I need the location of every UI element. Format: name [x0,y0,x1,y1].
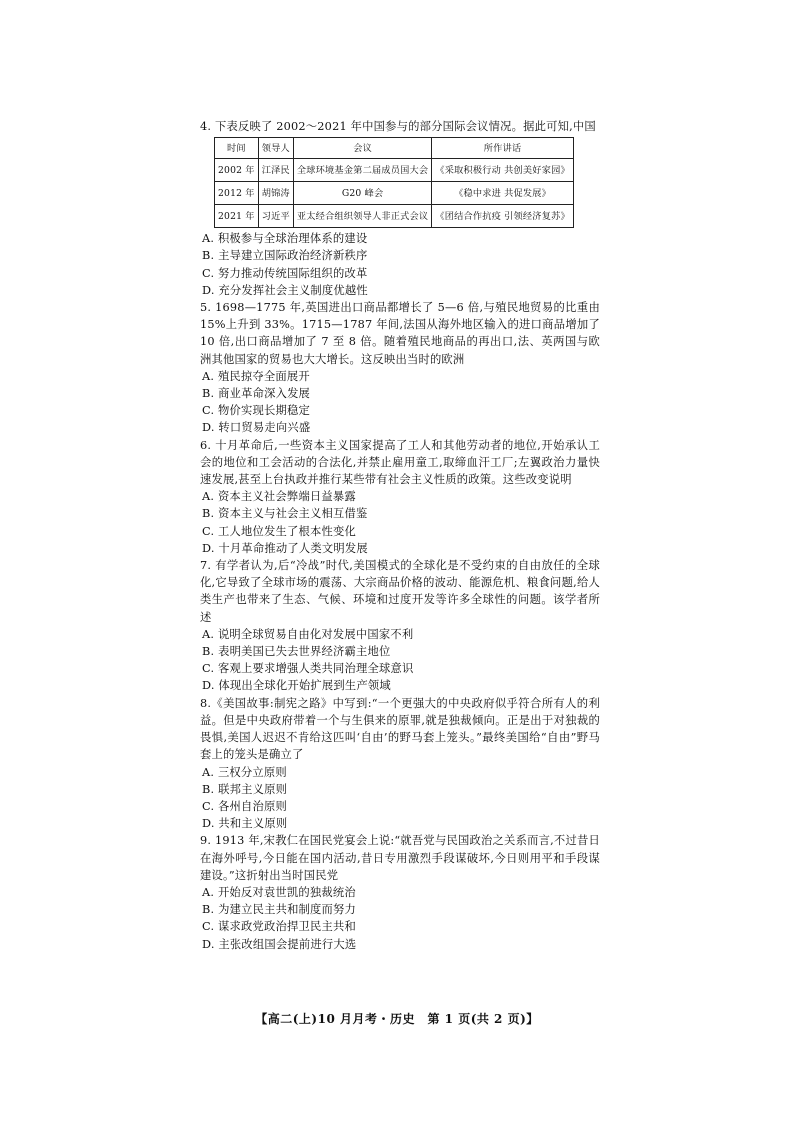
question-9 [200,832,600,952]
question-stem: 8.《美国故事:制宪之路》中写到:“一个更强大的中央政府似乎符合所有人的利益。但是中央政府带着一个与生俱来的原罪,就是独裁倾向。正是出于对独裁的畏惧,美国人迟迟不肯给这匹叫‘自由’的野马套上笼头。”最终美国给“自由”野马套上的笼头是确立了 [200,696,600,762]
option-d: D. 充分发挥社会主义制度优越性 [202,283,368,297]
table-cell: 胡锦涛 [258,182,293,205]
table-cell: G20 峰会 [293,182,431,205]
question-8 [200,695,600,833]
option-b: B. 表明美国已失去世界经济霸主地位 [202,645,391,659]
question-stem: 9. 1913 年,宋教仁在国民党宴会上说:“就吾党与民国政治之关系而言,不过昔日在海外呼号,今日能在国内活动,昔日专用激烈手段谋破坏,今日则用平和手段谋建设。”这折射出当时国民党 [200,834,600,882]
table-header: 会议 [293,138,431,159]
option-a: A. 积极参与全球治理体系的建设 [202,232,368,246]
table-header-row [215,138,574,159]
option-c: C. 客观上要求增强人类共同治理全球意识 [202,662,414,676]
option-c: C. 谋求政党政治捍卫民主共和 [202,920,356,934]
table-cell: 江泽民 [258,159,293,182]
option-a: A. 殖民掠夺全面展开 [202,369,310,383]
question-stem: 7. 有学者认为,后“冷战”时代,美国模式的全球化是不受约束的自由放任的全球化,它导致了全球市场的震荡、大宗商品价格的波动、能源危机、粮食问题,给人类生产也带来了生态、气候、环境和过度开发等许多全球性的问题。该学者所述 [200,559,600,624]
table-row [215,159,574,182]
table-cell: 习近平 [258,205,293,228]
table-cell: 《团结合作抗疫 引领经济复苏》 [432,205,574,228]
table-header: 时间 [215,138,259,159]
table-cell: 全球环境基金第二届成员国大会 [293,159,431,182]
table-row [215,182,574,205]
option-a: A. 说明全球贸易自由化对发展中国家不利 [202,627,414,641]
option-b: B. 为建立民主共和制度而努力 [202,903,357,917]
table-header: 领导人 [258,138,293,159]
option-a: A. 资本主义社会弊端日益暴露 [202,490,356,504]
table-cell: 2012 年 [215,182,259,205]
option-b: B. 主导建立国际政治经济新秩序 [202,249,368,263]
conference-table [214,137,574,228]
option-c: C. 工人地位发生了根本性变化 [202,524,356,538]
table-cell: 2021 年 [215,205,259,228]
table-cell: 《稳中求进 共促发展》 [432,182,574,205]
table-header: 所作讲话 [432,138,574,159]
option-b: B. 联邦主义原则 [202,782,288,796]
question-7 [200,557,600,695]
option-d: D. 共和主义原则 [202,817,288,831]
table-row [215,205,574,228]
option-c: C. 努力推动传统国际组织的改革 [202,266,368,280]
page-footer: 【高二(上)10 月月考・历史 第 1 页(共 2 页)】 [255,1012,539,1026]
question-stem: 4. 下表反映了 2002～2021 年中国参与的部分国际会议情况。据此可知,中国 [200,120,596,133]
table-cell: 亚太经合组织领导人非正式会议 [293,205,431,228]
table-cell: 《采取积极行动 共创美好家园》 [432,159,574,182]
option-b: B. 资本主义与社会主义相互借鉴 [202,507,368,521]
question-stem: 5. 1698—1775 年,英国进出口商品都增长了 5—6 倍,与殖民地贸易的比重由 15%上升到 33%。1715—1787 年间,法国从海外地区输入的进口商品增加了 10 倍,出口商品增加了 7 至 8 倍。随着殖民地商品的再出口,法、英两国与欧洲其他国家的贸易也大大增长。这反映出当时的欧洲 [200,301,600,366]
option-d: D. 体现出全球化开始扩展到生产领域 [202,679,391,693]
option-b: B. 商业革命深入发展 [202,387,311,401]
question-stem: 6. 十月革命后,一些资本主义国家提高了工人和其他劳动者的地位,开始承认工会的地位和工会活动的合法化,并禁止雇用童工,取缔血汗工厂;左翼政治力量快速发展,甚至上台执政并推行某些带有社会主义性质的政策。这些改变说明 [200,438,600,487]
table-cell: 2002 年 [215,159,259,182]
exam-page [200,118,600,953]
option-d: D. 十月革命推动了人类文明发展 [202,541,368,555]
option-a: A. 三权分立原则 [202,765,287,779]
option-d: D. 主张改组国会提前进行大选 [202,937,357,951]
question-6 [200,437,600,557]
option-a: A. 开始反对袁世凯的独裁统治 [202,885,356,899]
question-4 [200,118,600,299]
option-c: C. 物价实现长期稳定 [202,404,310,418]
question-5 [200,299,600,437]
option-c: C. 各州自治原则 [202,799,288,813]
option-d: D. 转口贸易走向兴盛 [202,421,311,435]
